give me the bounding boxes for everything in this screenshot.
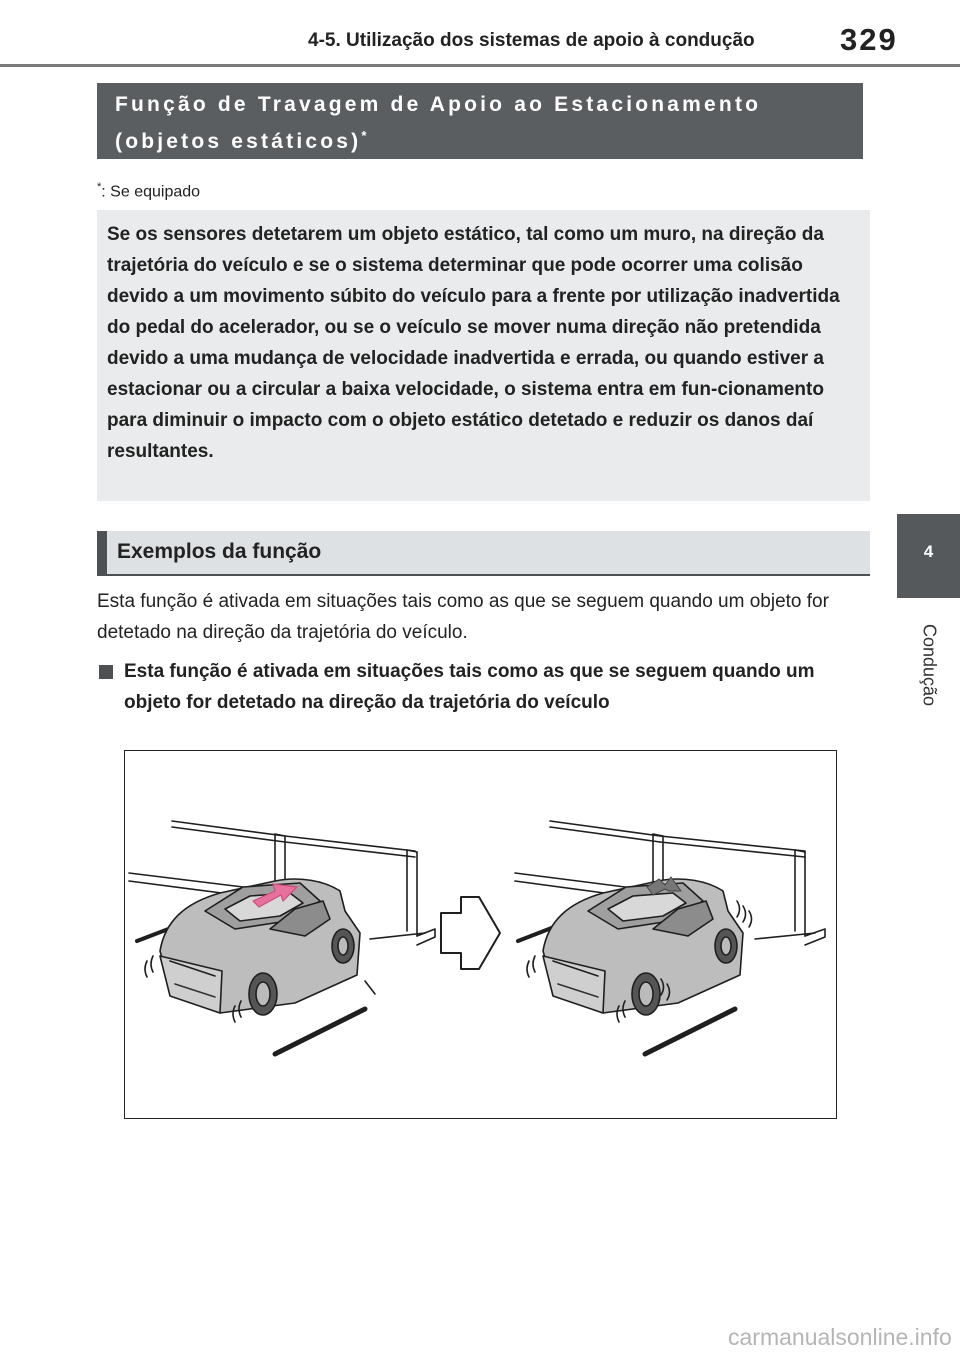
illustration-frame	[124, 750, 837, 1119]
bullet-text: Esta função é ativada em situações tais como as que se seguem quando um objeto for detetado na direção da trajetória do veículo	[124, 661, 815, 713]
square-bullet-icon	[99, 665, 113, 679]
chapter-label	[912, 612, 946, 717]
page-number: 329	[840, 22, 898, 57]
car-braking-at-wall-icon	[515, 821, 825, 1054]
chapter-tab[interactable]	[897, 514, 960, 598]
illustration	[125, 751, 835, 1117]
chapter-number: 4	[923, 542, 934, 561]
bullet-item	[97, 656, 867, 718]
section-title-line-2-text: (objetos estáticos)	[115, 130, 362, 153]
chapter-label-text: Condução	[919, 623, 940, 706]
section-title-asterisk: *	[361, 128, 367, 143]
intro-text: Se os sensores detetarem um objeto estático, tal como um muro, na direção da trajetória do veículo e se o sistema determinar que pode ocorrer uma colisão devido a um movimento súbito do veículo para a frente por utilização inadvertida do pedal do acelerador, ou se o veículo se mover numa direção não pretendida devido a uma mudança de velocidade inadvertida e errada, ou quando estiver a estacionar ou a circular a baixa velocidade, o sistema entra em fun-cionamento para diminuir o impacto com o objeto estático detetado e reduzir os danos daí resultantes.	[107, 224, 840, 462]
section-title-line-2	[115, 120, 845, 157]
header-divider	[0, 64, 960, 67]
footnote-asterisk: *	[97, 181, 102, 193]
transition-arrow-icon	[441, 897, 500, 969]
intro-box	[97, 210, 870, 501]
footnote	[97, 181, 200, 201]
footnote-text: : Se equipado	[101, 183, 201, 201]
section-title-banner	[97, 83, 863, 159]
examples-heading: Exemplos da função	[97, 531, 870, 576]
examples-body-text: Esta função é ativada em situações tais como as que se seguem quando um objeto for detetado na direção da trajetória do veículo.	[97, 591, 829, 643]
section-title-line-1: Função de Travagem de Apoio ao Estacionamento	[115, 93, 762, 116]
running-header: 4-5. Utilização dos sistemas de apoio à condução	[308, 30, 755, 51]
car-approaching-wall-icon	[129, 821, 435, 1054]
watermark: carmanualsonline.info	[728, 1324, 952, 1350]
